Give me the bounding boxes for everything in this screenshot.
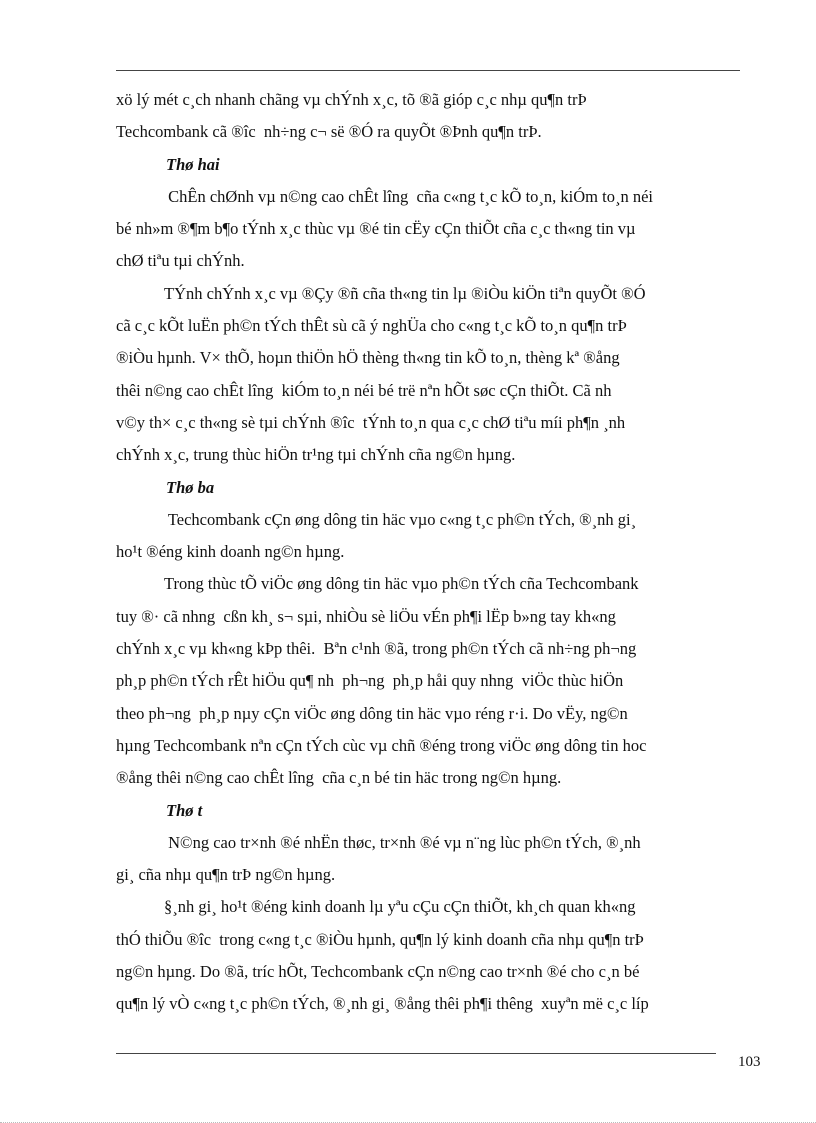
text-line: ®iÒu hµnh. V× thÕ, hoµn thiÖn hÖ thèng th«ng tin kÕ to¸n, thèng kª ®ång [116, 348, 620, 368]
text-line: TÝnh chÝnh x¸c vµ ®Çy ®ñ cña th«ng tin lµ ®iÒu kiÖn tiªn quyÕt ®Ó [164, 283, 646, 303]
text-line: chÝnh x¸c vµ kh«ng kÞp thêi. Bªn c¹nh ®ã, trong ph©n tÝch cã nh÷ng ph¬ng [116, 639, 637, 659]
text-line: cã c¸c kÕt luËn ph©n tÝch thÊt sù cã ý nghÜa cho c«ng t¸c kÕ to¸n qu¶n trÞ [116, 316, 627, 336]
text-line: Trong thùc tÕ viÖc øng dông tin häc vµo ph©n tÝch cña Techcombank [164, 574, 639, 594]
text-line: xö lý mét c¸ch nhanh chãng vµ chÝnh x¸c, tõ ®ã gióp c¸c nhµ qu¶n trÞ [116, 90, 587, 109]
text-line: Techcombank cã ®îc nh÷ng c¬ së ®Ó ra quyÕt ®Þnh qu¶n trÞ. [116, 122, 542, 142]
text-line: gi¸ cña nhµ qu¶n trÞ ng©n hµng. [116, 865, 336, 885]
header-rule [116, 70, 740, 71]
text-line: ph¸p ph©n tÝch rÊt hiÖu qu¶ nh ph¬ng ph¸p håi quy nhng viÖc thùc hiÖn [116, 671, 624, 691]
text-line: chÝnh x¸c, trung thùc hiÖn tr¹ng tµi chÝnh cña ng©n hµng. [116, 445, 516, 465]
section-heading: Thø t [166, 800, 203, 820]
text-line: qu¶n lý vÒ c«ng t¸c ph©n tÝch, ®¸nh gi¸ ®ång thêi ph¶i thêng xuyªn më c¸c líp [116, 994, 649, 1014]
text-line: chØ tiªu tµi chÝnh. [116, 251, 245, 271]
text-line: hµng Techcombank nªn cÇn tÝch cùc vµ chñ ®éng trong viÖc øng dông tin hoc [116, 735, 647, 755]
text-line: §¸nh gi¸ ho¹t ®éng kinh doanh lµ yªu cÇu cÇn thiÕt, kh¸ch quan kh«ng [164, 897, 636, 917]
text-line: ®ång thêi n©ng cao chÊt lîng cña c¸n bé tin häc trong ng©n hµng. [116, 768, 562, 788]
section-heading: Thø ba [166, 477, 215, 497]
text-line: Techcombank cÇn øng dông tin häc vµo c«ng t¸c ph©n tÝch, ®¸nh gi¸ [164, 509, 637, 529]
footer-rule [116, 1053, 716, 1054]
text-line: thêi n©ng cao chÊt lîng kiÓm to¸n néi bé trë nªn hÕt søc cÇn thiÕt. Cã nh [116, 380, 612, 400]
text-line: thÓ thiÕu ®îc trong c«ng t¸c ®iÒu hµnh, qu¶n lý kinh doanh cña nhµ qu¶n trÞ [116, 929, 644, 949]
section-heading: Thø hai [166, 154, 220, 174]
text-line: v©y th× c¸c th«ng sè tµi chÝnh ®îc tÝnh to¸n qua c¸c chØ tiªu míi ph¶n ¸nh [116, 412, 626, 432]
text-line: theo ph¬ng ph¸p nµy cÇn viÖc øng dông tin häc vµo réng r·i. Do vËy, ng©n [116, 703, 628, 723]
body-text [116, 84, 740, 1021]
text-line: ng©n hµng. Do ®ã, tríc hÕt, Techcombank cÇn n©ng cao tr×nh ®é cho c¸n bé [116, 962, 640, 982]
text-line: tuy ®· cã nhng cßn kh¸ s¬ sµi, nhiÒu sè liÖu vÉn ph¶i lËp b»ng tay kh«ng [116, 606, 616, 626]
page-number: 103 [738, 1054, 761, 1070]
text-line: ho¹t ®éng kinh doanh ng©n hµng. [116, 542, 345, 562]
text-line: N©ng cao tr×nh ®é nhËn thøc, tr×nh ®é vµ n¨ng lùc ph©n tÝch, ®¸nh [164, 832, 641, 852]
text-line: bé nh»m ®¶m b¶o tÝnh x¸c thùc vµ ®é tin cËy cÇn thiÕt cña c¸c th«ng tin vµ [116, 219, 636, 239]
text-line: ChÊn chØnh vµ n©ng cao chÊt lîng cña c«ng t¸c kÕ to¸n, kiÓm to¸n néi [164, 186, 653, 206]
